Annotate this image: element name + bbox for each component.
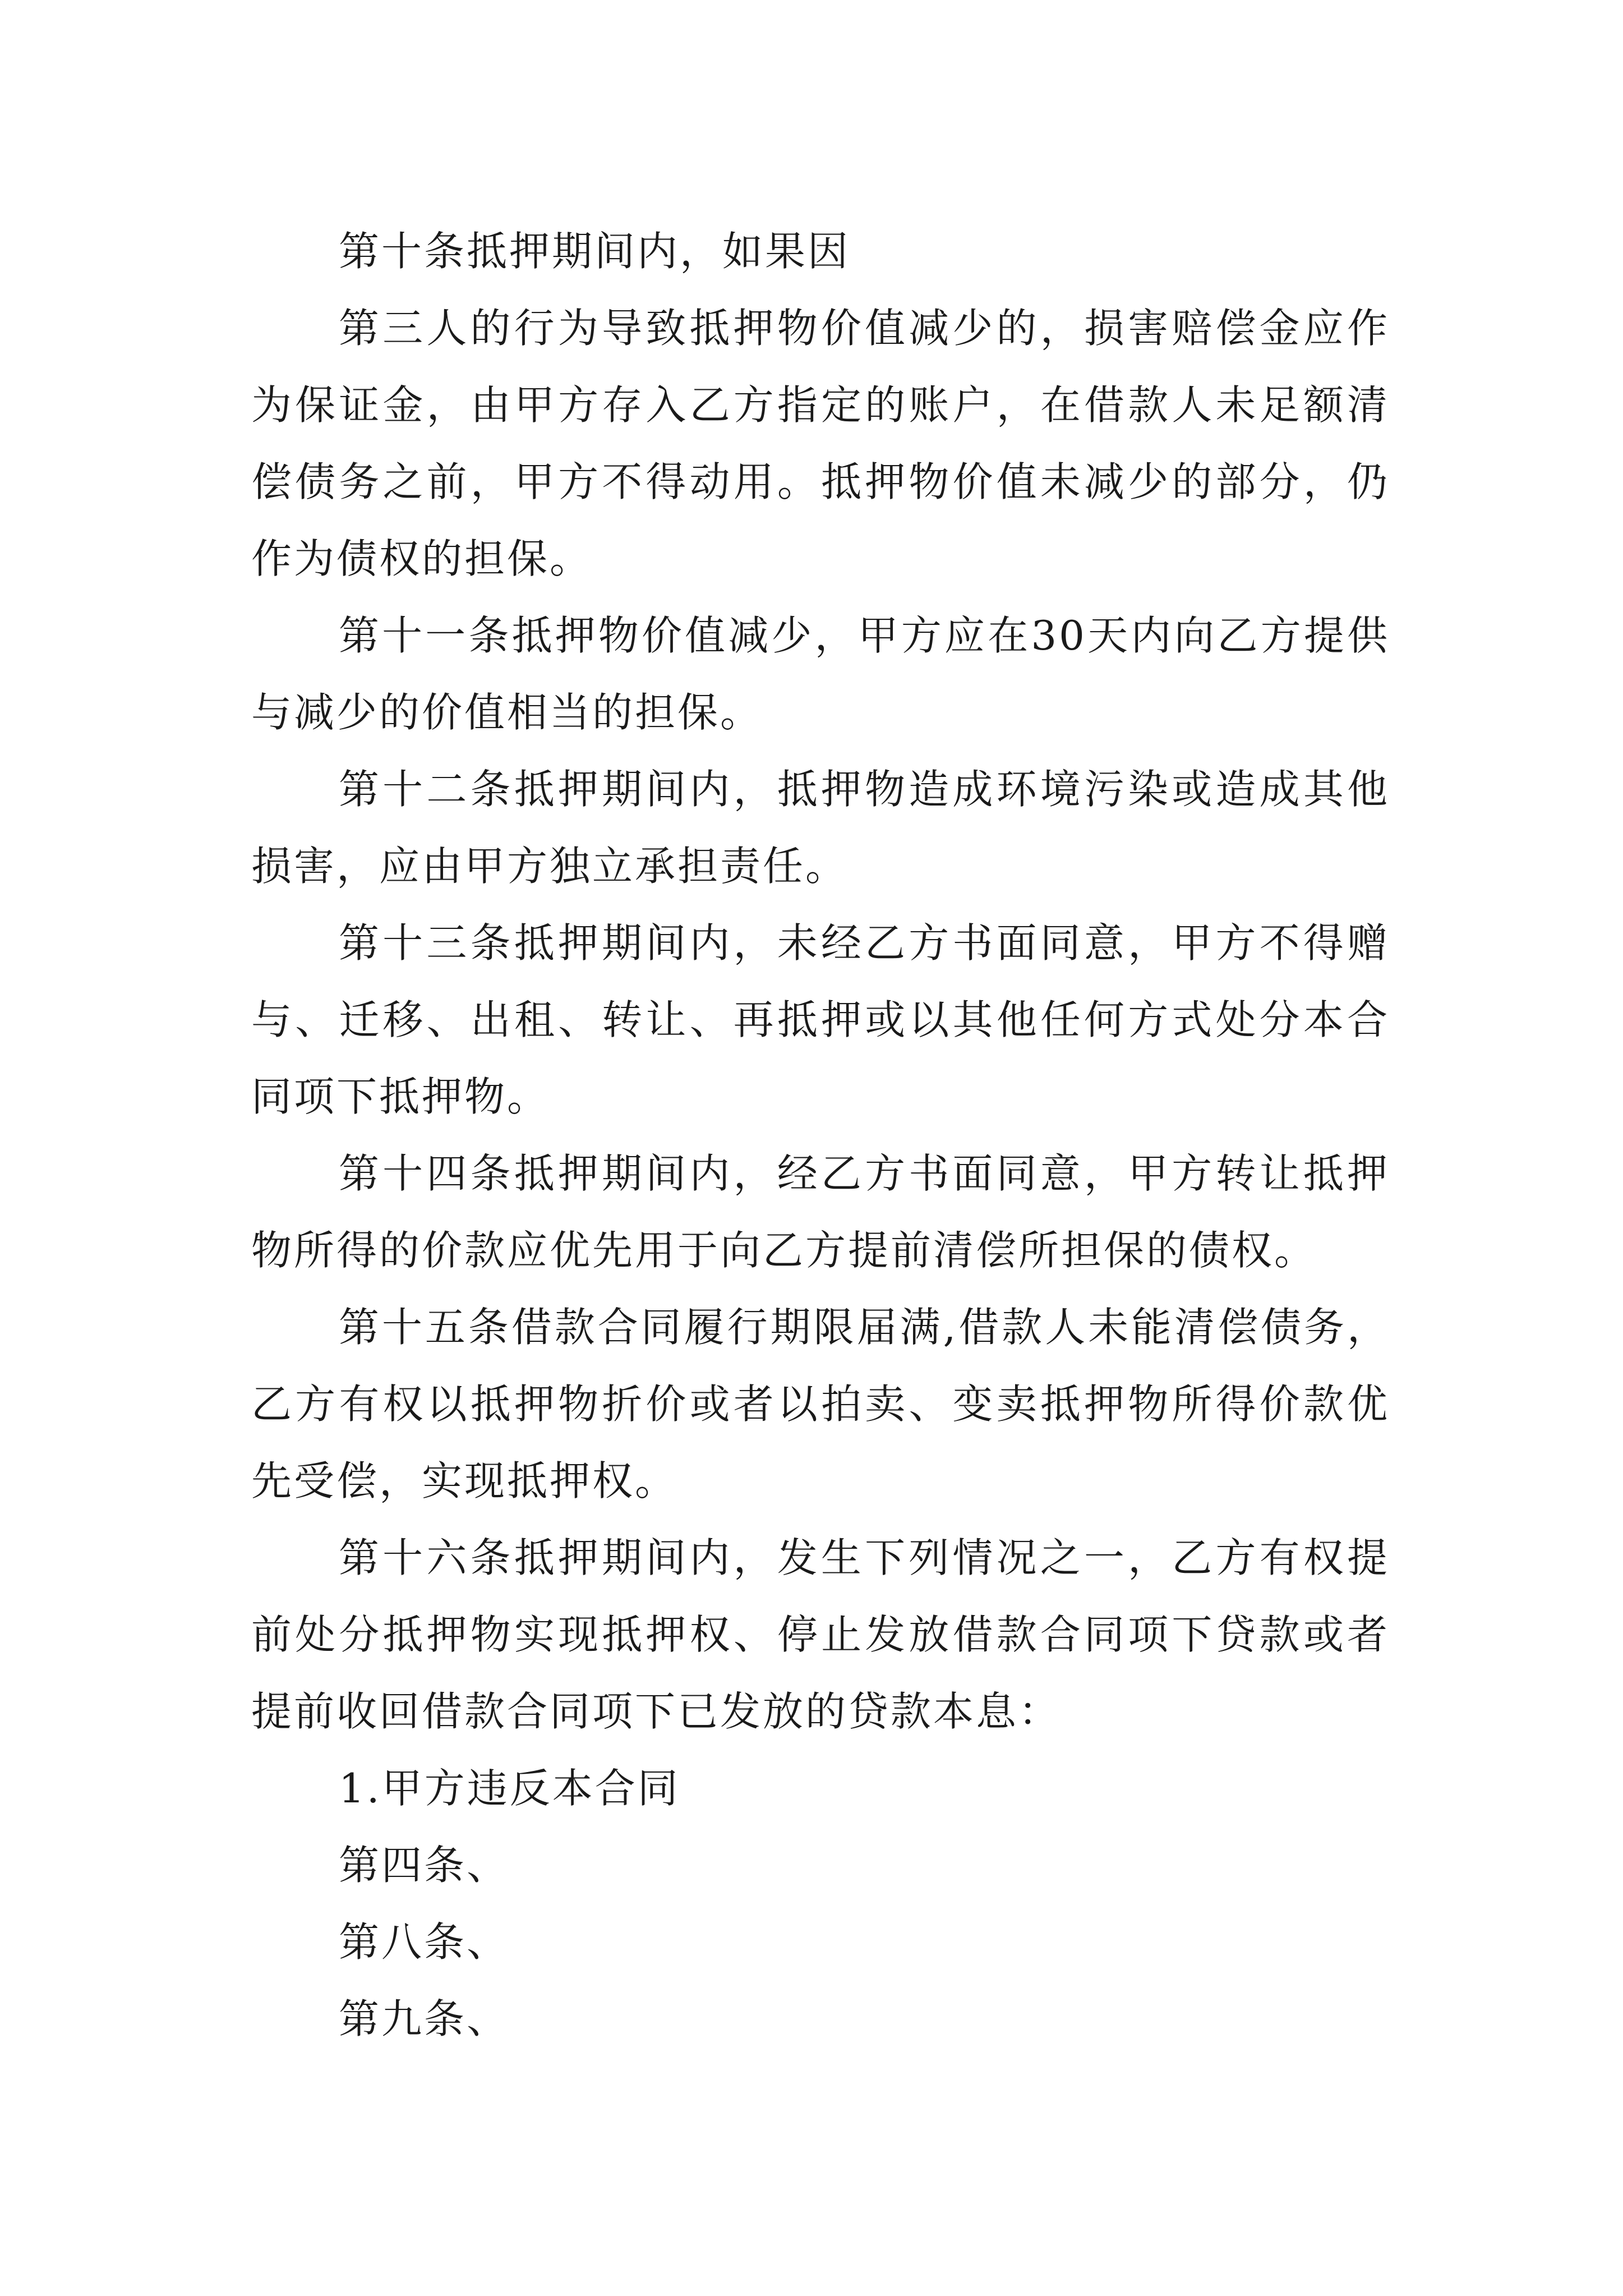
paragraph-article-16: 第十六条抵押期间内，发生下列情况之一，乙方有权提前处分抵押物实现抵押权、停止发放借款合同项下贷款或者提前收回借款合同项下已发放的贷款本息： [251, 1534, 1390, 1735]
list-item-article-9: 第九条、 [339, 1995, 510, 2042]
paragraph-article-13: 第十三条抵押期间内，未经乙方书面同意，甲方不得赠与、迁移、出租、转让、再抵押或以其他任何方式处分本合同项下抵押物。 [251, 919, 1390, 1120]
paragraph-article-14: 第十四条抵押期间内，经乙方书面同意，甲方转让抵押物所得的价款应优先用于向乙方提前清偿所担保的债权。 [251, 1150, 1390, 1274]
list-item-1: 1.甲方违反本合同 [339, 1765, 680, 1812]
paragraph-article-10-cont: 第三人的行为导致抵押物价值减少的，损害赔偿金应作为保证金，由甲方存入乙方指定的账户，在借款人未足额清偿债务之前，甲方不得动用。抵押物价值未减少的部分，仍作为债权的担保。 [251, 305, 1390, 582]
paragraph-article-11: 第十一条抵押物价值减少，甲方应在30天内向乙方提供与减少的价值相当的担保。 [251, 612, 1390, 736]
paragraph-article-10: 第十条抵押期间内，如果因 [339, 228, 851, 275]
document-body [251, 213, 1390, 2058]
paragraph-article-15: 第十五条借款合同履行期限届满,借款人未能清偿债务，乙方有权以抵押物折价或者以拍卖、变卖抵押物所得价款优先受偿，实现抵押权。 [251, 1304, 1390, 1504]
list-item-article-8: 第八条、 [339, 1918, 510, 1966]
paragraph-article-12: 第十二条抵押期间内，抵押物造成环境污染或造成其他损害，应由甲方独立承担责任。 [251, 766, 1390, 890]
list-item-article-4: 第四条、 [339, 1842, 510, 1889]
